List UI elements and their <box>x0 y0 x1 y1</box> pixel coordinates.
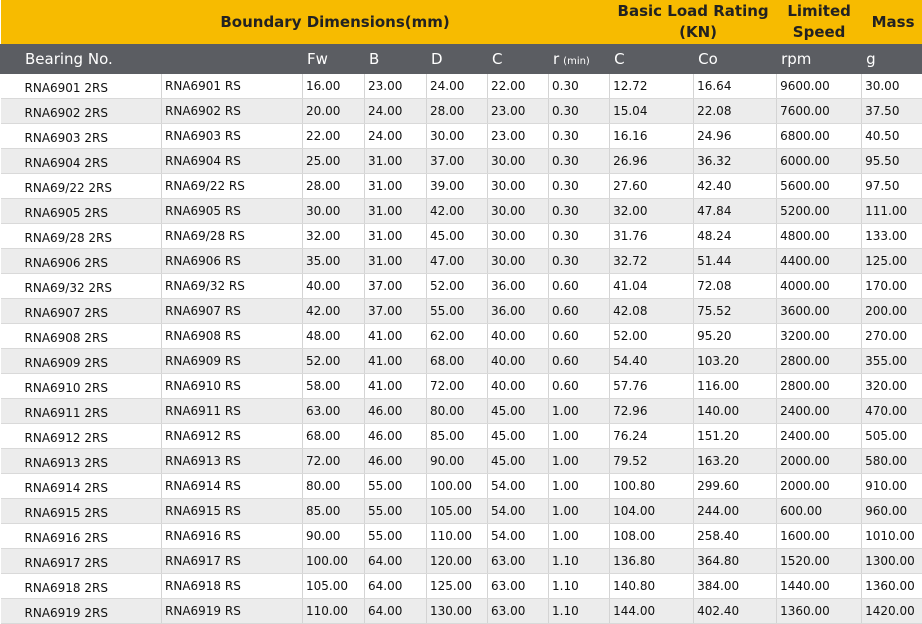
cell-co-static: 95.20 <box>694 324 777 349</box>
cell-mass-g: 170.00 <box>862 274 922 299</box>
cell-r-min: 0.60 <box>549 374 610 399</box>
cell-c-dynamic: 12.72 <box>610 74 694 99</box>
limited-speed-header <box>777 0 862 44</box>
cell-r-min: 0.30 <box>549 199 610 224</box>
cell-bearing-rs: RNA69/28 RS <box>162 224 303 249</box>
cell-fw: 22.00 <box>303 124 365 149</box>
cell-bearing-rs: RNA6919 RS <box>162 599 303 624</box>
cell-c-dynamic: 42.08 <box>610 299 694 324</box>
cell-c-dynamic: 32.72 <box>610 249 694 274</box>
cell-r-min: 1.00 <box>549 524 610 549</box>
cell-co-static: 51.44 <box>694 249 777 274</box>
cell-c-width: 23.00 <box>488 124 549 149</box>
cell-co-static: 16.64 <box>694 74 777 99</box>
cell-bearing-2rs: RNA69/22 2RS <box>1 174 162 199</box>
table-row <box>1 124 922 149</box>
cell-rpm: 1440.00 <box>777 574 862 599</box>
cell-b: 46.00 <box>365 449 427 474</box>
cell-rpm: 5600.00 <box>777 174 862 199</box>
cell-c-width: 30.00 <box>488 174 549 199</box>
cell-mass-g: 95.50 <box>862 149 922 174</box>
cell-c-dynamic: 31.76 <box>610 224 694 249</box>
cell-bearing-rs: RNA69/32 RS <box>162 274 303 299</box>
cell-bearing-2rs: RNA6905 2RS <box>1 199 162 224</box>
cell-bearing-rs: RNA6914 RS <box>162 474 303 499</box>
cell-c-dynamic: 26.96 <box>610 149 694 174</box>
cell-c-width: 45.00 <box>488 449 549 474</box>
cell-b: 31.00 <box>365 174 427 199</box>
cell-c-dynamic: 54.40 <box>610 349 694 374</box>
cell-c-width: 45.00 <box>488 424 549 449</box>
cell-fw: 28.00 <box>303 174 365 199</box>
cell-bearing-rs: RNA6911 RS <box>162 399 303 424</box>
cell-c-dynamic: 100.80 <box>610 474 694 499</box>
cell-fw: 58.00 <box>303 374 365 399</box>
cell-c-width: 45.00 <box>488 399 549 424</box>
cell-fw: 48.00 <box>303 324 365 349</box>
cell-d: 62.00 <box>427 324 488 349</box>
cell-bearing-2rs: RNA6908 2RS <box>1 324 162 349</box>
cell-b: 31.00 <box>365 199 427 224</box>
cell-c-dynamic: 15.04 <box>610 99 694 124</box>
basic-load-rating-title: Basic Load Rating <box>610 1 777 22</box>
cell-co-static: 384.00 <box>694 574 777 599</box>
cell-rpm: 3600.00 <box>777 299 862 324</box>
cell-co-static: 22.08 <box>694 99 777 124</box>
cell-rpm: 4000.00 <box>777 274 862 299</box>
cell-mass-g: 470.00 <box>862 399 922 424</box>
cell-b: 41.00 <box>365 349 427 374</box>
cell-mass-g: 355.00 <box>862 349 922 374</box>
cell-b: 55.00 <box>365 474 427 499</box>
r-min-label: (min) <box>563 56 590 67</box>
cell-mass-g: 960.00 <box>862 499 922 524</box>
cell-bearing-2rs: RNA6901 2RS <box>1 74 162 99</box>
cell-c-width: 30.00 <box>488 199 549 224</box>
b-header: B <box>365 44 427 74</box>
cell-bearing-2rs: RNA6902 2RS <box>1 99 162 124</box>
cell-c-dynamic: 16.16 <box>610 124 694 149</box>
boundary-dimensions-header: Boundary Dimensions(mm) <box>1 0 610 44</box>
cell-r-min: 0.30 <box>549 249 610 274</box>
cell-fw: 35.00 <box>303 249 365 274</box>
basic-load-rating-header <box>610 0 777 44</box>
cell-bearing-2rs: RNA6907 2RS <box>1 299 162 324</box>
cell-bearing-2rs: RNA6906 2RS <box>1 249 162 274</box>
cell-co-static: 24.96 <box>694 124 777 149</box>
bearing-no-header: Bearing No. <box>1 44 303 74</box>
table-row <box>1 174 922 199</box>
cell-fw: 72.00 <box>303 449 365 474</box>
cell-co-static: 47.84 <box>694 199 777 224</box>
cell-bearing-2rs: RNA6916 2RS <box>1 524 162 549</box>
cell-bearing-rs: RNA6906 RS <box>162 249 303 274</box>
cell-c-width: 30.00 <box>488 249 549 274</box>
cell-c-dynamic: 32.00 <box>610 199 694 224</box>
cell-bearing-2rs: RNA6919 2RS <box>1 599 162 624</box>
cell-rpm: 1600.00 <box>777 524 862 549</box>
cell-d: 105.00 <box>427 499 488 524</box>
cell-mass-g: 37.50 <box>862 99 922 124</box>
cell-bearing-2rs: RNA69/28 2RS <box>1 224 162 249</box>
cell-co-static: 163.20 <box>694 449 777 474</box>
cell-c-dynamic: 41.04 <box>610 274 694 299</box>
cell-d: 45.00 <box>427 224 488 249</box>
cell-b: 31.00 <box>365 224 427 249</box>
cell-d: 42.00 <box>427 199 488 224</box>
cell-c-width: 40.00 <box>488 349 549 374</box>
cell-bearing-rs: RNA6917 RS <box>162 549 303 574</box>
table-row <box>1 249 922 274</box>
cell-mass-g: 910.00 <box>862 474 922 499</box>
cell-mass-g: 580.00 <box>862 449 922 474</box>
mass-header: Mass <box>862 0 922 44</box>
cell-bearing-rs: RNA6918 RS <box>162 574 303 599</box>
r-label: r <box>553 50 559 68</box>
cell-fw: 80.00 <box>303 474 365 499</box>
cell-bearing-rs: RNA6912 RS <box>162 424 303 449</box>
cell-d: 28.00 <box>427 99 488 124</box>
cell-bearing-rs: RNA6905 RS <box>162 199 303 224</box>
cell-d: 130.00 <box>427 599 488 624</box>
cell-bearing-2rs: RNA6918 2RS <box>1 574 162 599</box>
cell-c-dynamic: 57.76 <box>610 374 694 399</box>
cell-d: 80.00 <box>427 399 488 424</box>
cell-c-width: 30.00 <box>488 149 549 174</box>
table-row <box>1 74 922 99</box>
cell-c-width: 54.00 <box>488 499 549 524</box>
cell-c-width: 63.00 <box>488 599 549 624</box>
cell-fw: 52.00 <box>303 349 365 374</box>
cell-co-static: 244.00 <box>694 499 777 524</box>
table-row <box>1 424 922 449</box>
cell-bearing-rs: RNA69/22 RS <box>162 174 303 199</box>
cell-rpm: 2400.00 <box>777 424 862 449</box>
basic-load-rating-unit: (KN) <box>610 22 777 43</box>
cell-rpm: 1360.00 <box>777 599 862 624</box>
cell-r-min: 1.00 <box>549 449 610 474</box>
cell-co-static: 42.40 <box>694 174 777 199</box>
cell-c-width: 36.00 <box>488 274 549 299</box>
cell-fw: 100.00 <box>303 549 365 574</box>
table-row <box>1 99 922 124</box>
cell-r-min: 0.60 <box>549 349 610 374</box>
cell-c-dynamic: 144.00 <box>610 599 694 624</box>
cell-b: 23.00 <box>365 74 427 99</box>
table-row <box>1 599 922 624</box>
cell-r-min: 1.10 <box>549 549 610 574</box>
table-row <box>1 549 922 574</box>
table-row <box>1 474 922 499</box>
cell-c-width: 23.00 <box>488 99 549 124</box>
cell-co-static: 36.32 <box>694 149 777 174</box>
g-header: g <box>862 44 922 74</box>
c-dynamic-header: C <box>610 44 694 74</box>
cell-b: 24.00 <box>365 99 427 124</box>
cell-mass-g: 40.50 <box>862 124 922 149</box>
cell-c-dynamic: 79.52 <box>610 449 694 474</box>
cell-rpm: 600.00 <box>777 499 862 524</box>
cell-bearing-2rs: RNA6909 2RS <box>1 349 162 374</box>
cell-fw: 30.00 <box>303 199 365 224</box>
cell-bearing-2rs: RNA6903 2RS <box>1 124 162 149</box>
cell-r-min: 1.10 <box>549 574 610 599</box>
cell-b: 46.00 <box>365 424 427 449</box>
cell-fw: 68.00 <box>303 424 365 449</box>
cell-r-min: 0.60 <box>549 299 610 324</box>
cell-bearing-2rs: RNA6911 2RS <box>1 399 162 424</box>
cell-co-static: 75.52 <box>694 299 777 324</box>
cell-b: 46.00 <box>365 399 427 424</box>
table-row <box>1 574 922 599</box>
cell-b: 31.00 <box>365 249 427 274</box>
cell-d: 100.00 <box>427 474 488 499</box>
cell-co-static: 151.20 <box>694 424 777 449</box>
cell-d: 90.00 <box>427 449 488 474</box>
cell-c-dynamic: 140.80 <box>610 574 694 599</box>
cell-r-min: 0.30 <box>549 149 610 174</box>
cell-rpm: 6000.00 <box>777 149 862 174</box>
rpm-header: rpm <box>777 44 862 74</box>
cell-co-static: 103.20 <box>694 349 777 374</box>
cell-r-min: 0.30 <box>549 74 610 99</box>
cell-mass-g: 320.00 <box>862 374 922 399</box>
cell-rpm: 7600.00 <box>777 99 862 124</box>
table-body <box>1 74 922 624</box>
cell-c-width: 22.00 <box>488 74 549 99</box>
co-static-header: Co <box>694 44 777 74</box>
cell-fw: 110.00 <box>303 599 365 624</box>
table-row <box>1 274 922 299</box>
cell-rpm: 2400.00 <box>777 399 862 424</box>
cell-mass-g: 200.00 <box>862 299 922 324</box>
cell-co-static: 72.08 <box>694 274 777 299</box>
cell-bearing-rs: RNA6903 RS <box>162 124 303 149</box>
cell-mass-g: 1010.00 <box>862 524 922 549</box>
cell-c-width: 54.00 <box>488 474 549 499</box>
cell-mass-g: 505.00 <box>862 424 922 449</box>
cell-c-dynamic: 136.80 <box>610 549 694 574</box>
cell-d: 120.00 <box>427 549 488 574</box>
cell-c-dynamic: 72.96 <box>610 399 694 424</box>
limited-speed-line1: Limited <box>777 1 862 22</box>
cell-b: 64.00 <box>365 549 427 574</box>
cell-mass-g: 1360.00 <box>862 574 922 599</box>
group-header-row <box>1 0 922 44</box>
cell-fw: 20.00 <box>303 99 365 124</box>
cell-b: 24.00 <box>365 124 427 149</box>
cell-c-dynamic: 52.00 <box>610 324 694 349</box>
d-header: D <box>427 44 488 74</box>
cell-b: 64.00 <box>365 599 427 624</box>
cell-mass-g: 111.00 <box>862 199 922 224</box>
cell-rpm: 2800.00 <box>777 349 862 374</box>
cell-bearing-rs: RNA6902 RS <box>162 99 303 124</box>
cell-c-width: 40.00 <box>488 374 549 399</box>
cell-fw: 25.00 <box>303 149 365 174</box>
cell-bearing-2rs: RNA6910 2RS <box>1 374 162 399</box>
cell-d: 72.00 <box>427 374 488 399</box>
cell-bearing-2rs: RNA6913 2RS <box>1 449 162 474</box>
cell-bearing-2rs: RNA6912 2RS <box>1 424 162 449</box>
cell-r-min: 1.00 <box>549 499 610 524</box>
table-row <box>1 199 922 224</box>
table-row <box>1 499 922 524</box>
cell-co-static: 258.40 <box>694 524 777 549</box>
cell-rpm: 3200.00 <box>777 324 862 349</box>
cell-rpm: 6800.00 <box>777 124 862 149</box>
cell-co-static: 402.40 <box>694 599 777 624</box>
cell-co-static: 116.00 <box>694 374 777 399</box>
column-header-row <box>1 44 922 74</box>
cell-bearing-rs: RNA6904 RS <box>162 149 303 174</box>
cell-b: 37.00 <box>365 299 427 324</box>
cell-b: 55.00 <box>365 499 427 524</box>
cell-bearing-2rs: RNA6917 2RS <box>1 549 162 574</box>
cell-rpm: 9600.00 <box>777 74 862 99</box>
cell-mass-g: 1420.00 <box>862 599 922 624</box>
table-row <box>1 299 922 324</box>
cell-d: 85.00 <box>427 424 488 449</box>
cell-d: 47.00 <box>427 249 488 274</box>
c-width-header: C <box>488 44 549 74</box>
cell-d: 30.00 <box>427 124 488 149</box>
cell-mass-g: 30.00 <box>862 74 922 99</box>
cell-bearing-rs: RNA6915 RS <box>162 499 303 524</box>
cell-rpm: 2000.00 <box>777 449 862 474</box>
cell-r-min: 1.00 <box>549 424 610 449</box>
cell-fw: 105.00 <box>303 574 365 599</box>
cell-bearing-2rs: RNA6915 2RS <box>1 499 162 524</box>
table-row <box>1 399 922 424</box>
r-min-header <box>549 44 610 74</box>
cell-mass-g: 1300.00 <box>862 549 922 574</box>
cell-c-dynamic: 76.24 <box>610 424 694 449</box>
cell-d: 39.00 <box>427 174 488 199</box>
cell-rpm: 4400.00 <box>777 249 862 274</box>
cell-fw: 42.00 <box>303 299 365 324</box>
cell-mass-g: 133.00 <box>862 224 922 249</box>
cell-c-width: 36.00 <box>488 299 549 324</box>
cell-bearing-rs: RNA6909 RS <box>162 349 303 374</box>
cell-c-dynamic: 104.00 <box>610 499 694 524</box>
cell-mass-g: 270.00 <box>862 324 922 349</box>
cell-bearing-2rs: RNA6914 2RS <box>1 474 162 499</box>
cell-r-min: 1.00 <box>549 399 610 424</box>
cell-b: 41.00 <box>365 324 427 349</box>
cell-r-min: 1.00 <box>549 474 610 499</box>
cell-d: 125.00 <box>427 574 488 599</box>
cell-bearing-rs: RNA6907 RS <box>162 299 303 324</box>
cell-d: 55.00 <box>427 299 488 324</box>
cell-d: 110.00 <box>427 524 488 549</box>
cell-c-width: 30.00 <box>488 224 549 249</box>
cell-r-min: 0.30 <box>549 224 610 249</box>
table-row <box>1 324 922 349</box>
cell-b: 41.00 <box>365 374 427 399</box>
cell-bearing-rs: RNA6901 RS <box>162 74 303 99</box>
cell-co-static: 140.00 <box>694 399 777 424</box>
cell-r-min: 0.30 <box>549 99 610 124</box>
cell-fw: 90.00 <box>303 524 365 549</box>
table-row <box>1 524 922 549</box>
cell-d: 68.00 <box>427 349 488 374</box>
cell-r-min: 0.60 <box>549 274 610 299</box>
cell-c-width: 63.00 <box>488 574 549 599</box>
cell-bearing-2rs: RNA6904 2RS <box>1 149 162 174</box>
cell-d: 52.00 <box>427 274 488 299</box>
fw-header: Fw <box>303 44 365 74</box>
cell-b: 55.00 <box>365 524 427 549</box>
cell-co-static: 364.80 <box>694 549 777 574</box>
cell-fw: 16.00 <box>303 74 365 99</box>
cell-c-width: 63.00 <box>488 549 549 574</box>
cell-rpm: 2800.00 <box>777 374 862 399</box>
cell-fw: 63.00 <box>303 399 365 424</box>
cell-rpm: 5200.00 <box>777 199 862 224</box>
cell-co-static: 48.24 <box>694 224 777 249</box>
cell-d: 37.00 <box>427 149 488 174</box>
table-row <box>1 149 922 174</box>
cell-mass-g: 97.50 <box>862 174 922 199</box>
cell-c-width: 40.00 <box>488 324 549 349</box>
cell-bearing-rs: RNA6908 RS <box>162 324 303 349</box>
cell-rpm: 2000.00 <box>777 474 862 499</box>
cell-r-min: 1.10 <box>549 599 610 624</box>
cell-c-dynamic: 27.60 <box>610 174 694 199</box>
cell-rpm: 4800.00 <box>777 224 862 249</box>
cell-r-min: 0.30 <box>549 174 610 199</box>
cell-bearing-rs: RNA6916 RS <box>162 524 303 549</box>
limited-speed-line2: Speed <box>777 22 862 43</box>
table-row <box>1 349 922 374</box>
cell-bearing-rs: RNA6913 RS <box>162 449 303 474</box>
table-row <box>1 449 922 474</box>
cell-c-width: 54.00 <box>488 524 549 549</box>
cell-b: 31.00 <box>365 149 427 174</box>
cell-d: 24.00 <box>427 74 488 99</box>
cell-bearing-2rs: RNA69/32 2RS <box>1 274 162 299</box>
cell-c-dynamic: 108.00 <box>610 524 694 549</box>
cell-mass-g: 125.00 <box>862 249 922 274</box>
cell-r-min: 0.30 <box>549 124 610 149</box>
cell-co-static: 299.60 <box>694 474 777 499</box>
cell-r-min: 0.60 <box>549 324 610 349</box>
cell-bearing-rs: RNA6910 RS <box>162 374 303 399</box>
table-row <box>1 374 922 399</box>
cell-b: 37.00 <box>365 274 427 299</box>
cell-b: 64.00 <box>365 574 427 599</box>
cell-fw: 32.00 <box>303 224 365 249</box>
cell-fw: 85.00 <box>303 499 365 524</box>
table-row <box>1 224 922 249</box>
cell-fw: 40.00 <box>303 274 365 299</box>
cell-rpm: 1520.00 <box>777 549 862 574</box>
